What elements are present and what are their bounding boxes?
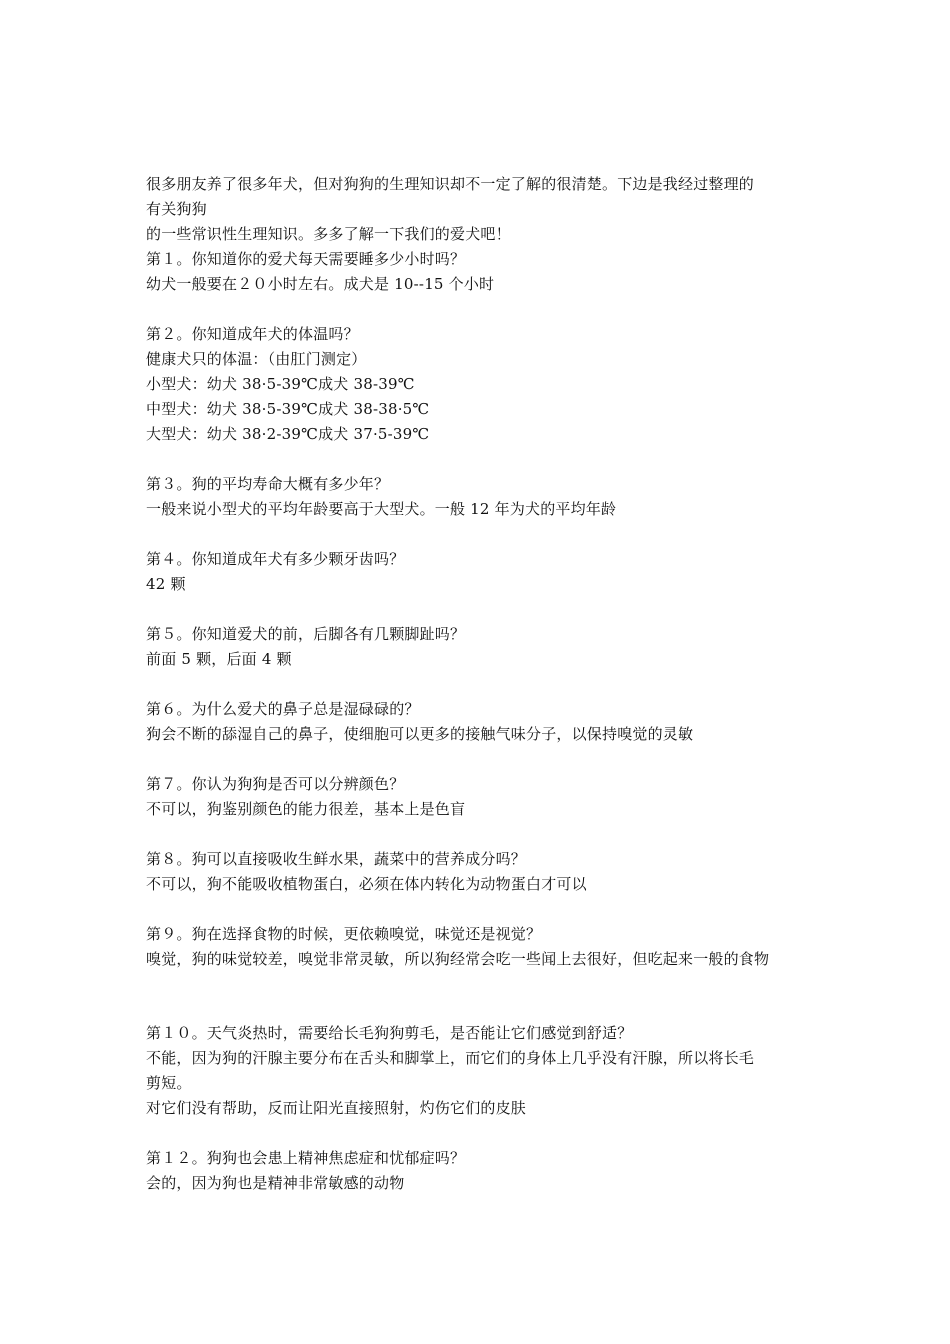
answer-10-line-2: 剪短。 (146, 1074, 192, 1092)
spacer (146, 597, 826, 622)
document-body (146, 172, 826, 1196)
answer-3: 一般来说小型犬的平均年龄要高于大型犬。一般 12 年为犬的平均年龄 (146, 500, 617, 518)
question-5: 第５。你知道爱犬的前，后脚各有几颗脚趾吗？ (146, 625, 466, 643)
answer-10-line-1: 不能，因为狗的汗腺主要分布在舌头和脚掌上，而它们的身体上几乎没有汗腺，所以将长毛 (146, 1049, 755, 1067)
question-1: 第１。你知道你的爱犬每天需要睡多少小时吗？ (146, 250, 466, 268)
answer-7: 不可以，狗鉴别颜色的能力很差，基本上是色盲 (146, 800, 466, 818)
question-6: 第６。为什么爱犬的鼻子总是湿碌碌的？ (146, 700, 420, 718)
answer-2-line-3: 中型犬：幼犬 38·5-39℃成犬 38-38·5℃ (146, 400, 430, 418)
spacer (146, 747, 826, 772)
question-8: 第８。狗可以直接吸收生鲜水果，蔬菜中的营养成分吗？ (146, 850, 527, 868)
question-9: 第９。狗在选择食物的时候，更依赖嗅觉，味觉还是视觉？ (146, 925, 542, 943)
answer-12: 会的，因为狗也是精神非常敏感的动物 (146, 1174, 405, 1192)
answer-2-line-4: 大型犬：幼犬 38·2-39℃成犬 37·5-39℃ (146, 425, 430, 443)
intro-line-3: 的一些常识性生理知识。多多了解一下我们的爱犬吧！ (146, 225, 511, 243)
answer-1: 幼犬一般要在２０小时左右。成犬是 10--15 个小时 (146, 275, 495, 293)
spacer (146, 522, 826, 547)
answer-5: 前面 5 颗，后面 4 颗 (146, 650, 292, 668)
spacer (146, 672, 826, 697)
spacer (146, 822, 826, 847)
answer-2-line-1: 健康犬只的体温：（由肛门测定） (146, 350, 367, 368)
answer-2-line-2: 小型犬：幼犬 38·5-39℃成犬 38-39℃ (146, 375, 415, 393)
spacer (146, 1121, 826, 1146)
question-3: 第３。狗的平均寿命大概有多少年？ (146, 475, 390, 493)
spacer (146, 297, 826, 322)
question-4: 第４。你知道成年犬有多少颗牙齿吗？ (146, 550, 405, 568)
question-10: 第１０。天气炎热时，需要给长毛狗狗剪毛，是否能让它们感觉到舒适？ (146, 1024, 633, 1042)
question-12: 第１２。狗狗也会患上精神焦虑症和忧郁症吗？ (146, 1149, 466, 1167)
answer-8: 不可以，狗不能吸收植物蛋白，必须在体内转化为动物蛋白才可以 (146, 875, 587, 893)
intro-line-2: 有关狗狗 (146, 200, 207, 218)
spacer (146, 447, 826, 472)
question-7: 第７。你认为狗狗是否可以分辨颜色？ (146, 775, 405, 793)
answer-6: 狗会不断的舔湿自己的鼻子，使细胞可以更多的接触气味分子，以保持嗅觉的灵敏 (146, 725, 694, 743)
answer-4: 42 颗 (146, 575, 186, 593)
question-2: 第２。你知道成年犬的体温吗？ (146, 325, 359, 343)
answer-9: 嗅觉，狗的味觉较差，嗅觉非常灵敏，所以狗经常会吃一些闻上去很好，但吃起来一般的食物 (146, 950, 770, 968)
spacer (146, 897, 826, 922)
intro-line-1: 很多朋友养了很多年犬，但对狗狗的生理知识却不一定了解的很清楚。下边是我经过整理的 (146, 175, 755, 193)
answer-10-line-3: 对它们没有帮助，反而让阳光直接照射，灼伤它们的皮肤 (146, 1099, 527, 1117)
spacer (146, 972, 826, 1021)
